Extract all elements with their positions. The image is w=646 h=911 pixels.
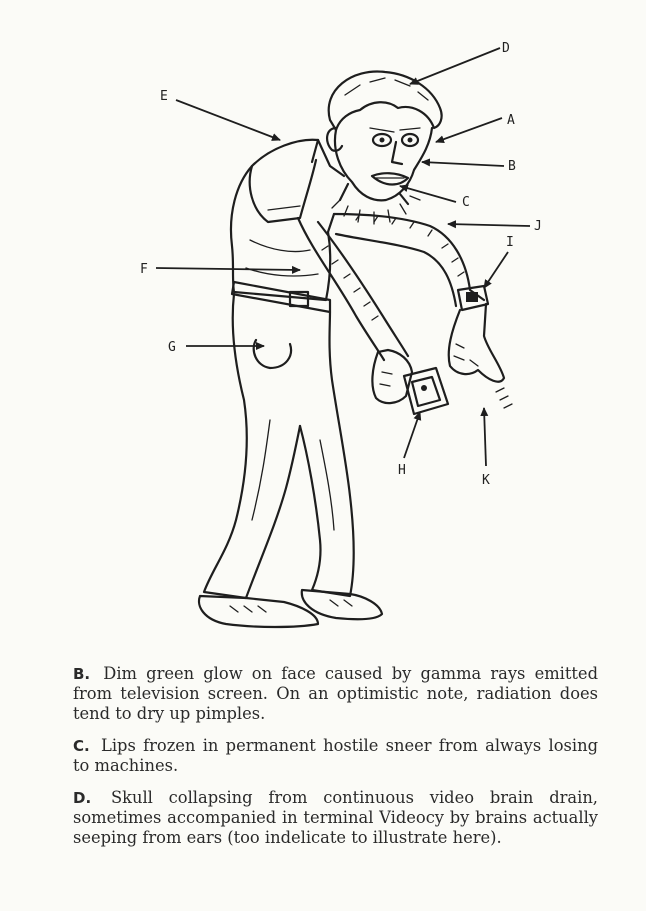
caption-letter: D. (73, 789, 92, 807)
handheld-game-icon (404, 368, 448, 414)
arrow-b (422, 162, 504, 166)
label-j: J (534, 219, 542, 234)
label-f: F (140, 262, 148, 277)
arrow-e (176, 100, 280, 140)
label-c: C (462, 195, 470, 210)
caption-text: Lips frozen in permanent hostile sneer from always losing to machines. (73, 736, 598, 775)
caption-b (73, 664, 598, 724)
arrow-a (436, 118, 502, 142)
wristwatch-icon (458, 286, 488, 310)
label-e: E (160, 89, 168, 104)
label-g: G (168, 340, 176, 355)
caption-text: Dim green glow on face caused by gamma rays emitted from television screen. On an optimistic note, radiation does tend to dry up pimples. (73, 664, 598, 723)
label-i: I (506, 235, 514, 250)
callout-labels (140, 41, 542, 488)
caption-c (73, 736, 598, 776)
label-b: B (508, 159, 516, 174)
caption-list (73, 664, 598, 860)
arrow-j (448, 224, 530, 226)
arrow-f (156, 268, 300, 270)
label-h: H (398, 463, 406, 478)
caption-d (73, 788, 598, 848)
caption-text: Skull collapsing from continuous video brain drain, sometimes accompanied in terminal Videocy by brains actually seeping from ears (too indelicate to illustrate here). (73, 788, 598, 847)
label-k: K (482, 473, 490, 488)
arrow-d (410, 48, 500, 84)
caption-letter: C. (73, 737, 90, 755)
man-figure (199, 72, 512, 627)
arrow-h (404, 412, 420, 458)
arrow-i (484, 252, 508, 288)
caption-letter: B. (73, 665, 91, 683)
label-a: A (507, 113, 515, 128)
label-d: D (502, 41, 510, 56)
arrow-k (484, 408, 486, 466)
arrow-c (400, 186, 456, 202)
